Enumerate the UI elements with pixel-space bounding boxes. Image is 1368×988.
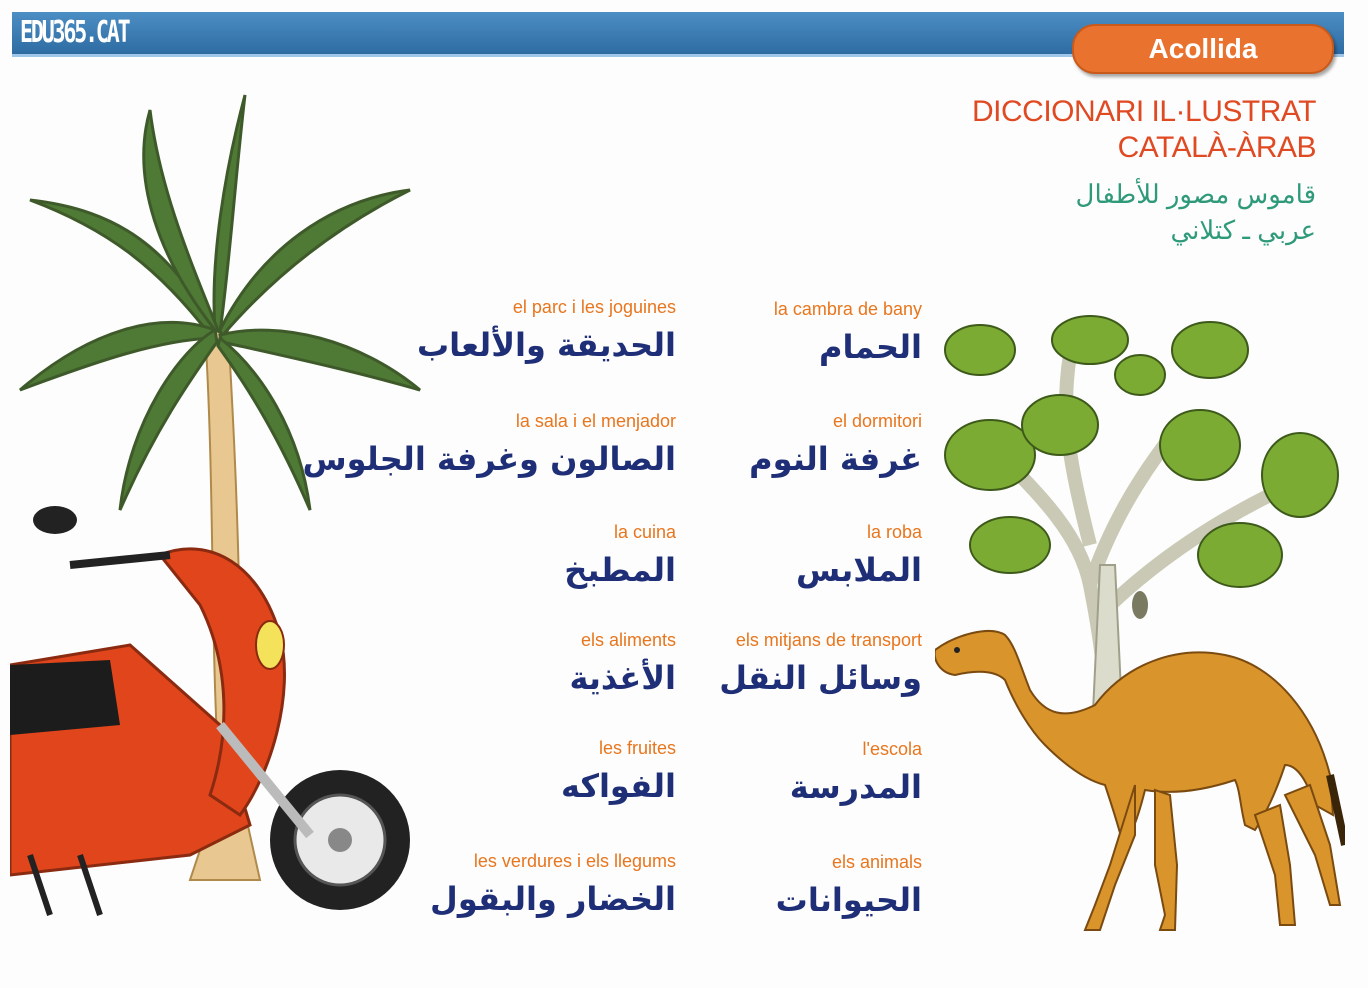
entry-label-catalan: l'escola xyxy=(862,739,922,759)
entry-label-arabic: المدرسة xyxy=(789,768,922,806)
title-line-2: CATALÀ-ÀRAB xyxy=(1117,131,1316,164)
entry-label-catalan: els animals xyxy=(831,852,922,872)
entry-label-arabic: الملابس xyxy=(796,551,922,589)
entry-label-catalan: el parc i les joguines xyxy=(512,297,676,317)
entry-label-arabic: الفواكه xyxy=(560,767,676,805)
category-entry-escola[interactable] xyxy=(790,738,922,810)
title-line-1: DICCIONARI IL·LUSTRAT xyxy=(972,95,1316,128)
category-entry-animals[interactable] xyxy=(776,851,922,923)
entry-label-arabic: الحمام xyxy=(819,328,922,366)
entry-label-catalan: la cuina xyxy=(613,522,676,542)
category-entry-aliments[interactable] xyxy=(569,629,676,701)
camel-illustration xyxy=(935,615,1345,935)
category-entry-cuina[interactable] xyxy=(564,521,676,593)
entry-label-arabic: الحديقة والألعاب xyxy=(416,326,676,364)
entry-label-catalan: el dormitori xyxy=(832,411,922,431)
category-entry-sala[interactable] xyxy=(302,410,676,482)
category-entry-dormitori[interactable] xyxy=(749,410,922,482)
entry-label-catalan: la sala i el menjador xyxy=(515,411,676,431)
entry-label-arabic: الحيوانات xyxy=(775,881,922,919)
category-entry-roba[interactable] xyxy=(796,521,922,593)
entry-label-arabic: الأغذية xyxy=(569,659,676,697)
entry-label-catalan: les fruites xyxy=(598,738,676,758)
acollida-button[interactable]: Acollida xyxy=(1072,24,1334,74)
entry-label-arabic: غرفة النوم xyxy=(749,440,922,478)
title-arabic-line-1: قاموس مصور للأطفال xyxy=(1075,179,1316,209)
entry-label-catalan: la roba xyxy=(866,522,922,542)
entry-label-catalan: la cambra de bany xyxy=(773,299,922,319)
entry-label-arabic: الصالون وغرفة الجلوس xyxy=(302,440,676,478)
category-entry-parc[interactable] xyxy=(417,296,676,368)
site-logo[interactable]: EDU365.CAT xyxy=(20,15,129,50)
category-entry-transport[interactable] xyxy=(719,629,922,701)
category-entry-bany[interactable] xyxy=(774,298,922,370)
category-entry-verdures[interactable] xyxy=(430,850,676,922)
category-entry-fruites[interactable] xyxy=(561,737,676,809)
entry-label-arabic: وسائل النقل xyxy=(719,659,922,697)
dictionary-title xyxy=(972,94,1316,248)
entry-label-arabic: المطبخ xyxy=(564,551,676,589)
entry-label-catalan: els mitjans de transport xyxy=(735,630,922,650)
entry-label-catalan: les verdures i els llegums xyxy=(473,851,676,871)
title-arabic-line-2: عربي ـ كتلاني xyxy=(1170,215,1316,245)
entry-label-arabic: الخضار والبقول xyxy=(430,880,676,918)
entry-label-catalan: els aliments xyxy=(580,630,676,650)
scooter-illustration xyxy=(10,495,415,925)
